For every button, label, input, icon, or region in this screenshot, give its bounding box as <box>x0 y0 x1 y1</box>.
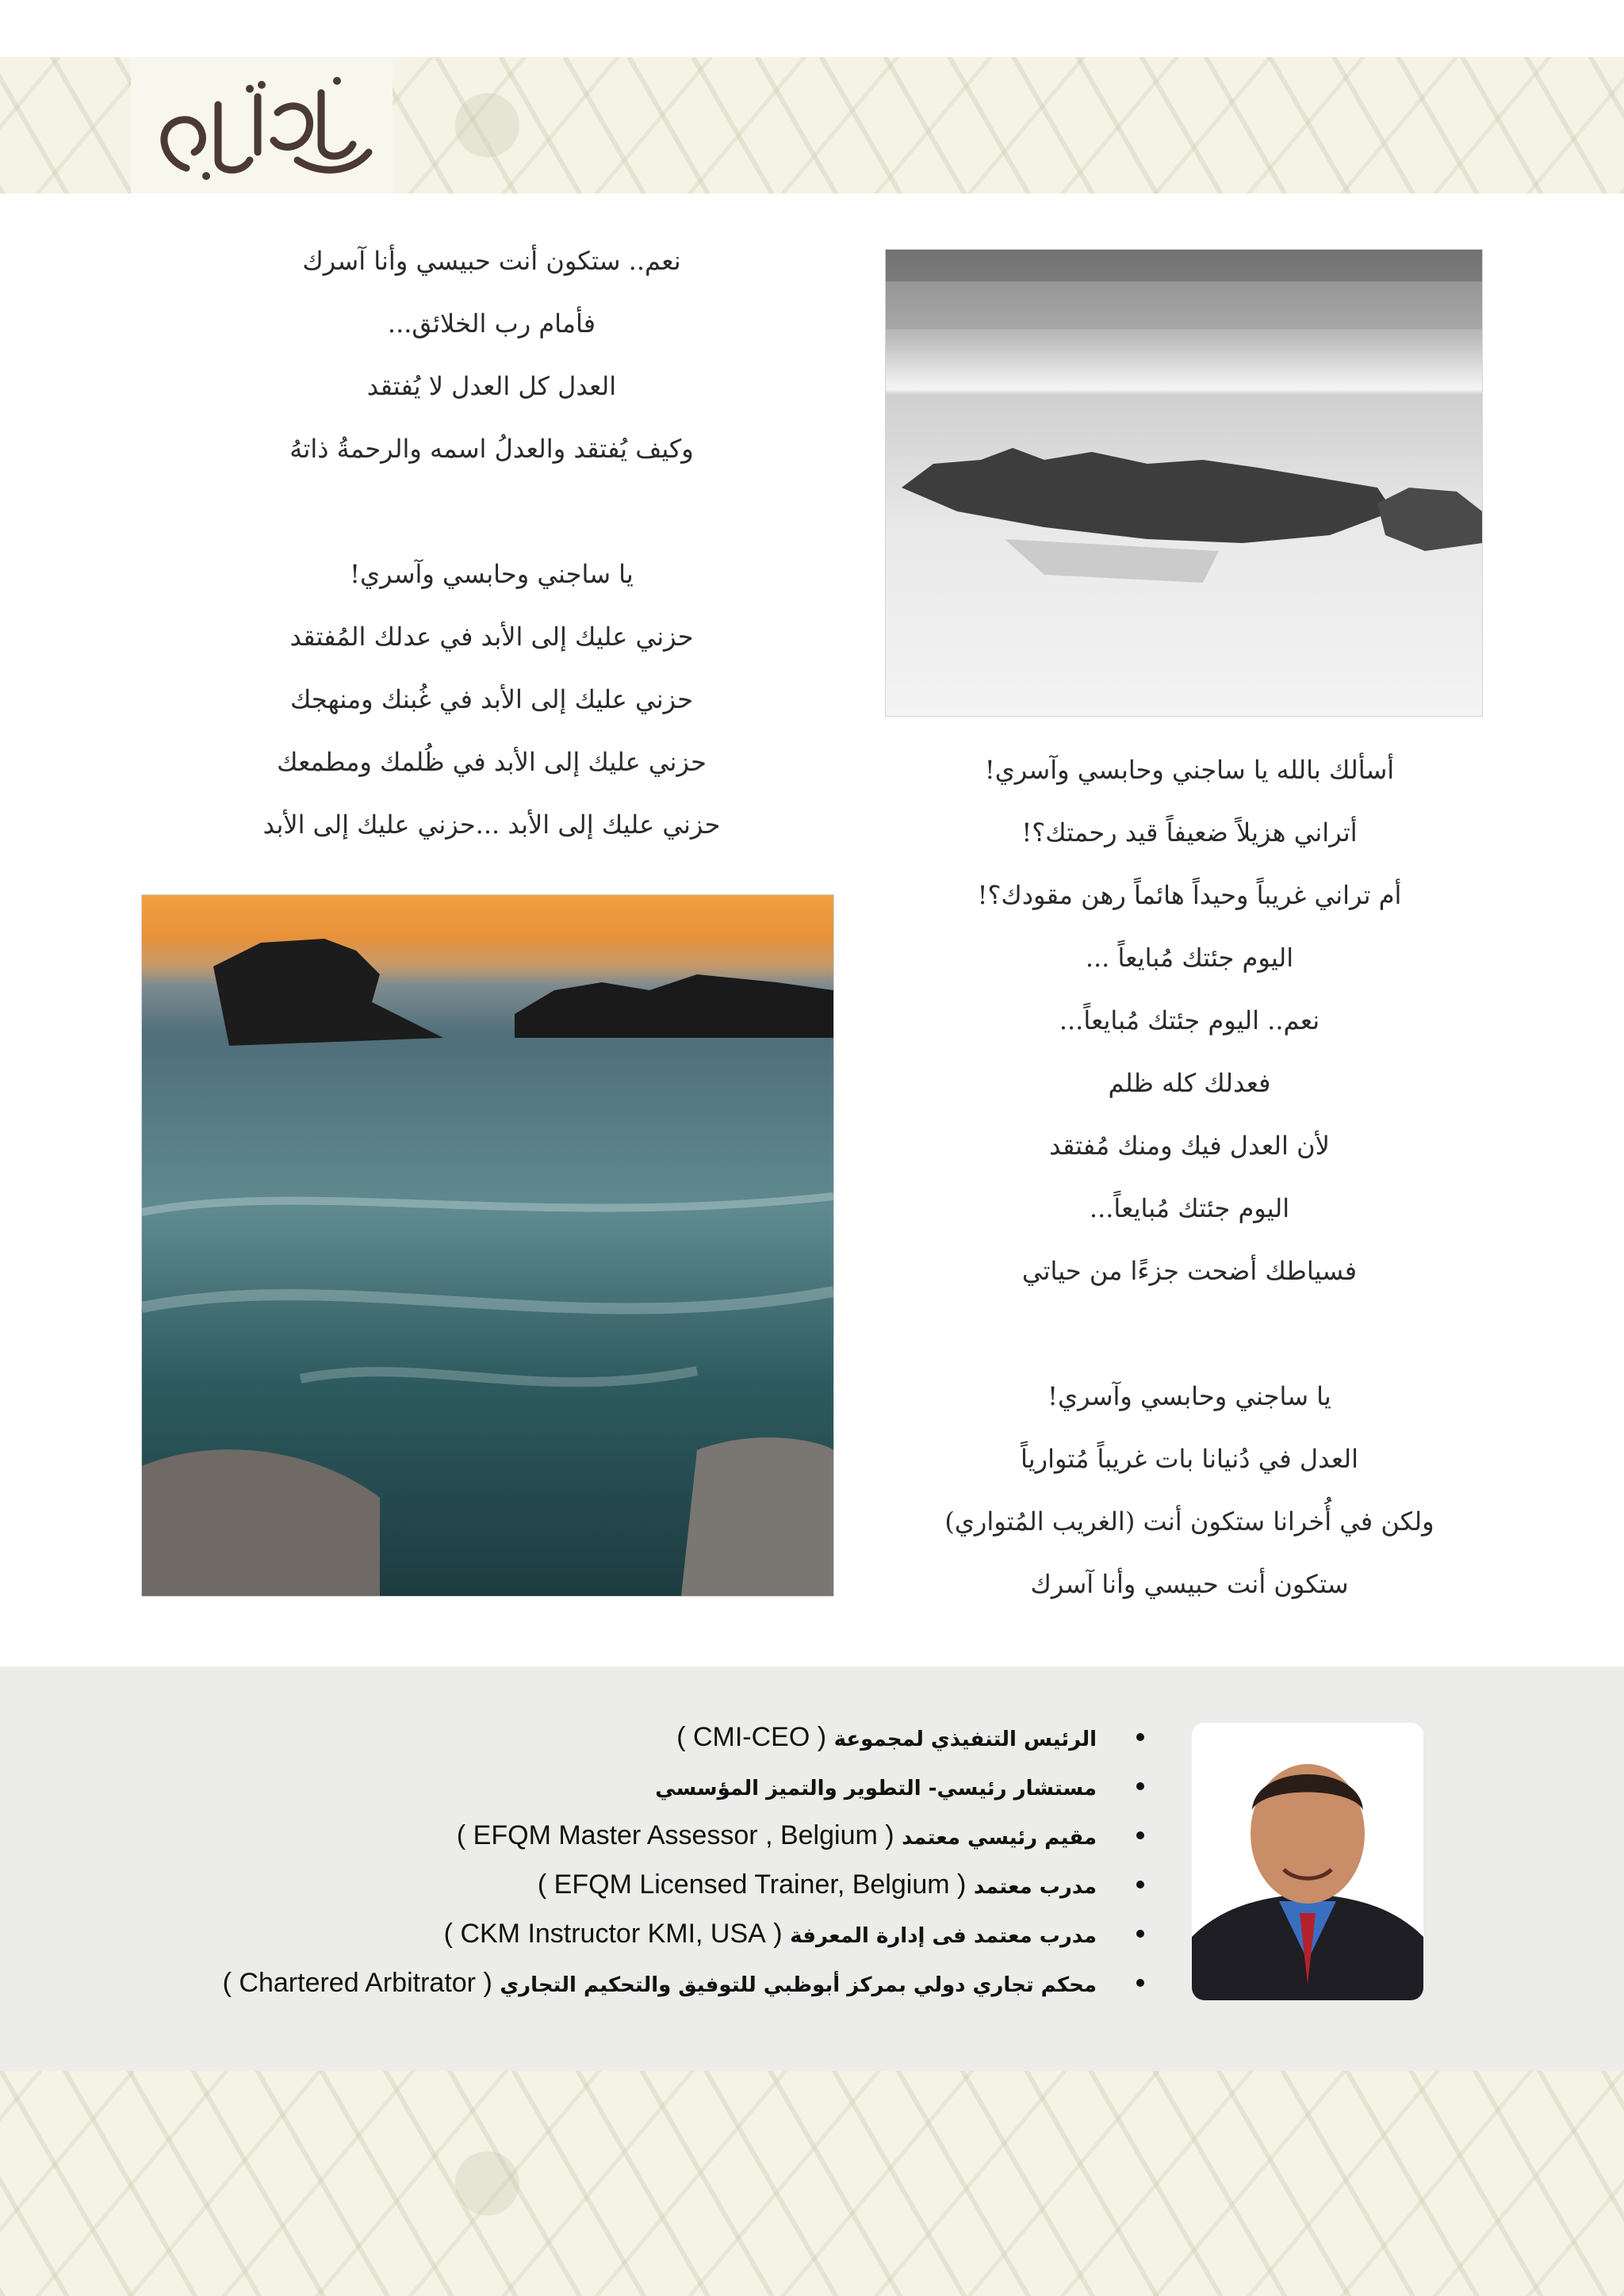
poem-line: اليوم جئتك مُبايعاً... <box>1089 1193 1290 1223</box>
poem-line: أسألك بالله يا ساجني وحابسي وآسري! <box>984 755 1395 785</box>
bullet-icon <box>1136 1782 1144 1790</box>
poem-left-column <box>190 230 793 856</box>
poem-line: فسياطك أضحت جزءًا من حياتي <box>1021 1256 1358 1286</box>
poem-line: حزني عليك إلى الأبد في عدلك المُفتقد <box>289 622 694 652</box>
poem-right-column <box>888 739 1491 1616</box>
bio-list <box>34 1712 1144 2007</box>
poem-line: لأن العدل فيك ومنك مُفتقد <box>1049 1131 1330 1161</box>
poem-line: العدل في دُنيانا بات غريباً مُتوارياً <box>1021 1444 1358 1474</box>
bio-item: محكم تجاري دولي بمركز أبوظبي للتوفيق والتحكيم التجاري ( Chartered Arbitrator ) <box>34 1958 1144 2007</box>
poem-spacer <box>190 480 793 543</box>
bio-item: الرئيس التنفيذي لمجموعة ( CMI-CEO ) <box>34 1712 1144 1762</box>
rock-island-photo <box>885 249 1483 717</box>
poem-line: نعم.. ستكون أنت حبيسي وأنا آسرك <box>302 246 681 276</box>
bullet-icon <box>1136 1979 1144 1987</box>
poem-line: فعدلك كله ظلم <box>1108 1068 1271 1098</box>
bio-item: مقيم رئيسي معتمد ( EFQM Master Assessor , Belgium ) <box>34 1811 1144 1860</box>
poem-line: يا ساجني وحابسي وآسري! <box>1048 1381 1331 1411</box>
poem-line: نعم.. اليوم جئتك مُبايعاً... <box>1059 1005 1320 1035</box>
bio-item: مدرب معتمد فى إدارة المعرفة ( CKM Instructor KMI, USA ) <box>34 1909 1144 1958</box>
sunset-sea-photo <box>141 894 834 1597</box>
bullet-icon <box>1136 1881 1144 1888</box>
bullet-icon <box>1136 1733 1144 1741</box>
poem-line: ستكون أنت حبيسي وأنا آسرك <box>1030 1569 1349 1599</box>
poem-line: ولكن في أُخرانا ستكون أنت (الغريب المُتواري) <box>944 1506 1434 1536</box>
poem-line: يا ساجني وحابسي وآسري! <box>350 559 634 589</box>
bio-item: مدرب معتمد ( EFQM Licensed Trainer, Belgium ) <box>34 1860 1144 1909</box>
poem-line: حزني عليك إلى الأبد ...حزني عليك إلى الأبد <box>262 809 721 840</box>
poem-line: العدل كل العدل لا يُفتقد <box>366 371 617 401</box>
bullet-icon <box>1136 1831 1144 1839</box>
poem-line: وكيف يُفتقد والعدلُ اسمه والرحمةُ ذاتهُ <box>289 434 694 464</box>
poem-line: فأمام رب الخلائق... <box>387 308 596 339</box>
calligraphy-logo <box>131 57 393 193</box>
bio-item: مستشار رئيسي- التطوير والتميز المؤسسي <box>34 1762 1144 1811</box>
poem-line: اليوم جئتك مُبايعاً ... <box>1085 943 1294 973</box>
author-portrait <box>1192 1723 1423 2000</box>
poem-spacer <box>888 1303 1491 1365</box>
poem-line: حزني عليك إلى الأبد في ظُلمك ومطمعك <box>277 747 707 777</box>
poem-line: أم تراني غريباً وحيداً هائماً رهن مقودك؟! <box>977 880 1402 910</box>
bottom-decorative-band <box>0 2071 1624 2296</box>
poem-line: حزني عليك إلى الأبد في غُبنك ومنهجك <box>289 684 694 714</box>
calligraphy-logo-icon <box>131 57 393 193</box>
bullet-icon <box>1136 1930 1144 1938</box>
poem-line: أتراني هزيلاً ضعيفاً قيد رحمتك؟! <box>1021 817 1358 848</box>
